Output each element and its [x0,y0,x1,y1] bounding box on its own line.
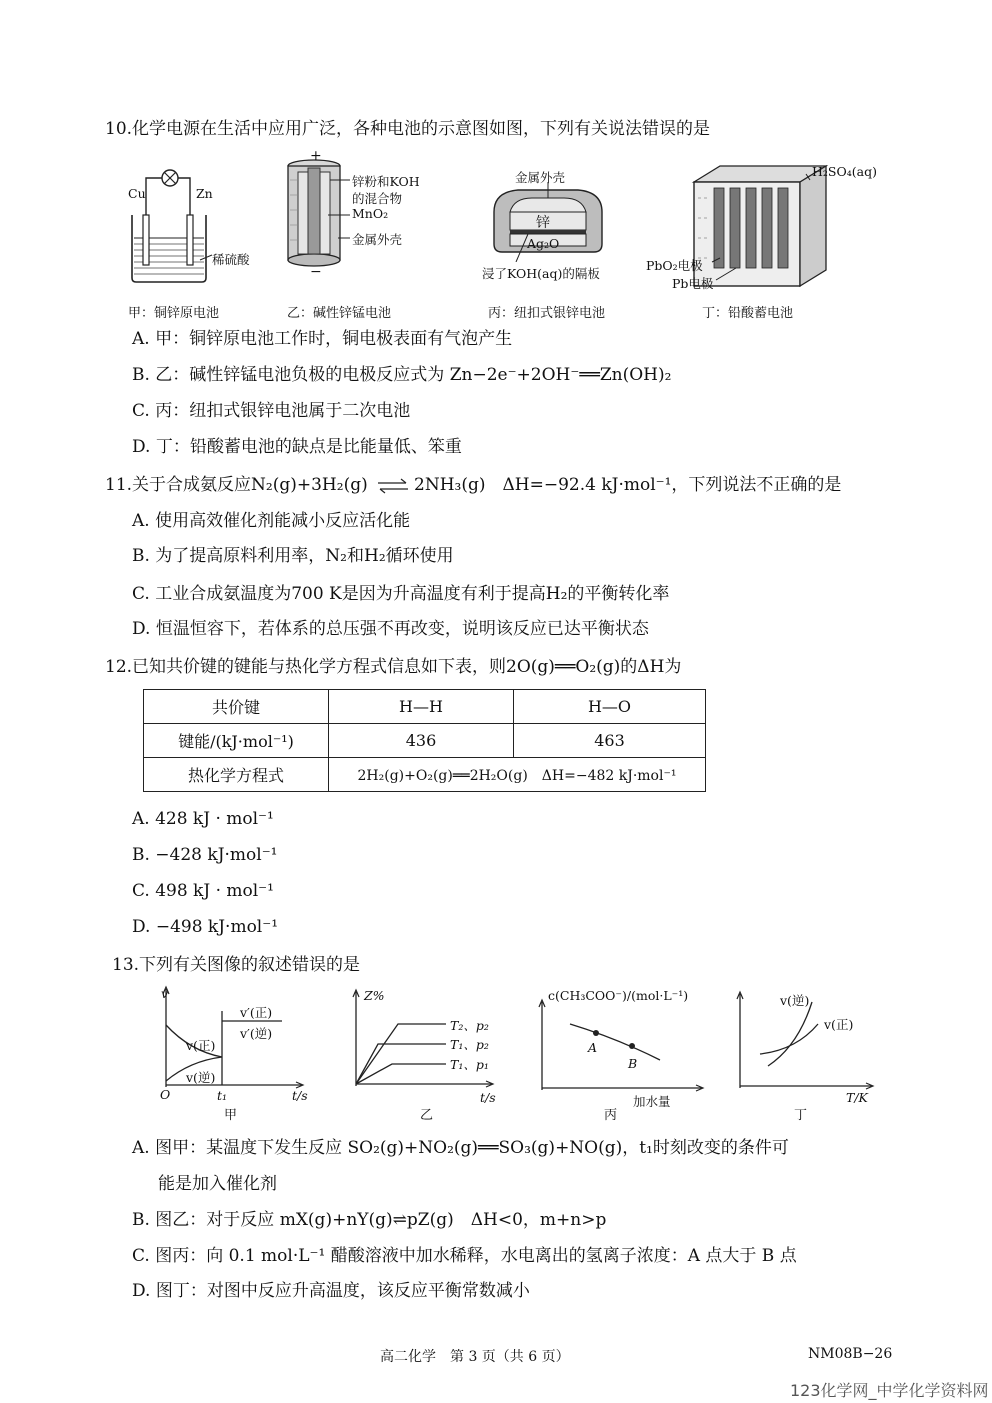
shell-label: 金属外壳 [352,232,403,247]
jia-y-label: v [161,986,169,1001]
point-b [629,1043,635,1049]
caption-jia: 甲：铜锌原电池 [128,306,220,321]
q11-option-b: B. 为了提高原料利用率，N₂和H₂循环使用 [132,546,454,566]
table-row [144,758,706,792]
mno2-label: MnO₂ [352,206,389,221]
table-row [144,690,706,724]
ding-v-rev: v(逆) [780,993,810,1008]
zn-label: Zn [196,186,213,201]
fig-alkaline-cell [280,150,350,280]
ding-x-label: T/K [846,1090,868,1105]
table-cell: 463 [514,724,706,758]
q10-option-d: D. 丁：铅酸蓄电池的缺点是比能量低、笨重 [132,437,462,457]
fig-cu-zn-cell [120,160,270,290]
q13-option-d: D. 图丁：对图中反应升高温度，该反应平衡常数减小 [132,1281,530,1301]
jia-origin: O [160,1087,171,1102]
zinc-label: 锌 [536,215,550,231]
equilibrium-arrow-icon [376,478,410,494]
bing-point-a: A [588,1040,598,1055]
caption-yi: 乙：碱性锌锰电池 [287,306,392,321]
zn-powder-label-2: 的混合物 [352,191,403,206]
q11-option-c: C. 工业合成氨温度为700 K是因为升高温度有利于提高H₂的平衡转化率 [132,584,670,604]
q10-stem: 10.化学电源在生活中应用广泛，各种电池的示意图如图，下列有关说法错误的是 [105,119,711,139]
q13-option-a-line1: A. 图甲：某温度下发生反应 SO₂(g)+NO₂(g)══SO₃(g)+NO(g)，t₁时刻改变的条件可 [132,1138,789,1158]
pb-label: Pb电极 [672,276,714,291]
table-cell: 2H₂(g)+O₂(g)══2H₂O(g) ΔH=−482 kJ·mol⁻¹ [329,758,706,792]
button-shell-label: 金属外壳 [515,170,566,185]
q12-option-b: B. −428 kJ·mol⁻¹ [132,845,278,865]
q13-option-b: B. 图乙：对于反应 mX(g)+nY(g)⇌pZ(g) ΔH<0，m+n>p [132,1210,607,1230]
jia-v-pos2: v′(正) [240,1005,273,1020]
q12-option-c: C. 498 kJ · mol⁻¹ [132,881,274,901]
table-cell: 热化学方程式 [144,758,329,792]
ding-caption: 丁 [794,1108,808,1123]
yi-x-label: t/s [480,1090,496,1105]
q13-option-a-line2: 能是加入催化剂 [158,1174,277,1194]
minus-icon: − [310,264,322,280]
yi-caption: 乙 [420,1108,434,1123]
pbo2-label: PbO₂电极 [646,258,703,273]
bing-x-label: 加水量 [633,1094,671,1109]
plus-icon: + [310,148,322,164]
table-cell: H—O [514,690,706,724]
q10-option-c: C. 丙：纽扣式银锌电池属于二次电池 [132,401,411,421]
caption-bing: 丙：纽扣式银锌电池 [488,306,606,321]
bing-caption: 丙 [604,1108,618,1123]
q10-option-a: A. 甲：铜锌原电池工作时，铜电极表面有气泡产生 [132,329,513,349]
table-cell: 共价键 [144,690,329,724]
jia-v-rev: v(逆) [186,1070,216,1085]
table-row [144,724,706,758]
table-cell: H—H [329,690,514,724]
q11-stem-a: 11.关于合成氨反应N₂(g)+3H₂(g) [105,475,368,495]
q13-stem: 13.下列有关图像的叙述错误的是 [112,955,361,975]
cu-label: Cu [128,186,146,201]
jia-v-rev2: v′(逆) [240,1026,273,1041]
q11-stem-b: 2NH₃(g) ΔH=−92.4 kJ·mol⁻¹，下列说法不正确的是 [414,475,842,495]
yi-curve-1: T₂、p₂ [450,1018,489,1033]
yi-curve-3: T₁、p₁ [450,1057,489,1072]
acid-label: 稀硫酸 [212,252,250,267]
q11-option-d: D. 恒温恒容下，若体系的总压强不再改变，说明该反应已达平衡状态 [132,619,649,639]
bing-y-label: c(CH₃COO⁻)/(mol·L⁻¹) [548,988,689,1003]
yi-curve-2: T₁、p₂ [450,1037,489,1052]
ag2o-label: Ag₂O [527,236,560,251]
q11-option-a: A. 使用高效催化剂能减小反应活化能 [132,511,411,531]
h2so4-label: H₂SO₄(aq) [812,164,877,179]
footer-page: 高二化学 第 3 页（共 6 页） [380,1349,570,1365]
graph-bing [536,996,706,1092]
caption-ding: 丁：铅酸蓄电池 [702,306,794,321]
bond-energy-table [143,689,706,792]
jia-caption: 甲 [224,1108,238,1123]
separator-label: 浸了KOH(aq)的隔板 [482,266,600,281]
q12-option-d: D. −498 kJ·mol⁻¹ [132,917,279,937]
footer-code: NM08B−26 [808,1346,893,1362]
q12-option-a: A. 428 kJ · mol⁻¹ [132,809,274,829]
table-cell: 键能/(kJ·mol⁻¹) [144,724,329,758]
q12-stem: 12.已知共价键的键能与热化学方程式信息如下表，则2O(g)══O₂(g)的ΔH为 [105,657,682,677]
table-cell: 436 [329,724,514,758]
yi-y-label: Z% [364,988,385,1003]
bing-point-b: B [628,1056,638,1071]
graph-jia [160,985,310,1090]
jia-t1: t₁ [217,1088,228,1103]
q13-option-c: C. 图丙：向 0.1 mol·L⁻¹ 醋酸溶液中加水稀释，水电离出的氢离子浓度：A 点大于 B 点 [132,1246,797,1266]
q10-option-b: B. 乙：碱性锌锰电池负极的电极反应式为 Zn−2e⁻+2OH⁻══Zn(OH)₂ [132,365,672,385]
jia-x-label: t/s [292,1088,308,1103]
jia-v-pos: v(正) [186,1038,216,1053]
point-a [593,1030,599,1036]
ding-v-pos: v(正) [824,1017,854,1032]
watermark: 123化学网_中学化学资料网 [790,1381,989,1400]
zn-powder-label: 锌粉和KOH [352,174,420,189]
